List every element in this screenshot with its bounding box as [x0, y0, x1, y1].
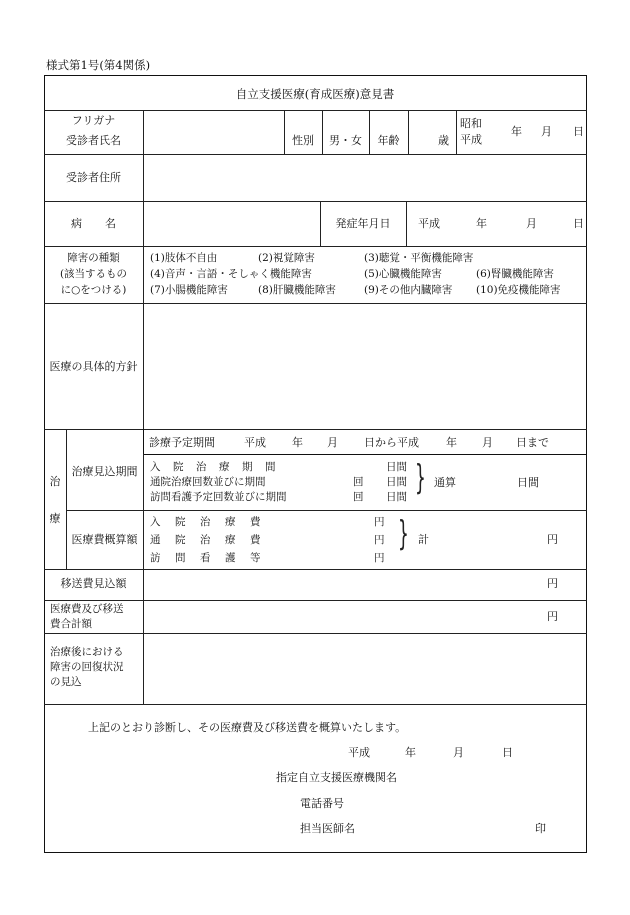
disability-option[interactable]: (5)心臓機能障害: [364, 268, 442, 280]
disability-option[interactable]: (8)肝臓機能障害: [258, 284, 336, 296]
recovery-label-line: の見込: [50, 676, 82, 688]
doctor-label: 担当医師名: [300, 822, 355, 835]
recovery-label-line: 障害の回復状況: [50, 661, 124, 673]
outlook-total-unit: 日間: [517, 476, 539, 489]
disability-option[interactable]: (1)肢体不自由: [150, 252, 218, 264]
onset-era: 平成: [418, 217, 440, 230]
cost-unit: 円: [374, 552, 385, 564]
brace-icon: }: [415, 458, 426, 498]
outlook-line: 訪問看護予定回数並びに期間: [150, 491, 287, 503]
period-era: 平成: [244, 436, 266, 449]
outlook-line: 通院治療回数並びに期間: [150, 476, 266, 488]
outlook-unit: 日間: [386, 476, 407, 488]
onset-year: 年: [476, 217, 487, 230]
onset-label: 発症年月日: [335, 217, 391, 230]
disability-option[interactable]: (7)小腸機能障害: [150, 284, 228, 296]
age-label: 年齢: [377, 134, 400, 147]
footer-day: 日: [502, 746, 513, 759]
transport-label: 移送費見込額: [60, 577, 127, 590]
footer-year: 年: [405, 746, 416, 759]
birth-day-label: 日: [573, 125, 584, 138]
sex-label: 性別: [292, 134, 314, 147]
outlook-label: 治療見込期間: [71, 465, 138, 478]
disability-option[interactable]: (10)免疫機能障害: [476, 284, 561, 296]
outlook-total-label: 通算: [434, 476, 456, 489]
disability-option[interactable]: (2)視覚障害: [258, 252, 315, 264]
period-year-to: 年: [446, 436, 457, 449]
transport-unit: 円: [547, 577, 558, 590]
total-unit: 円: [547, 610, 558, 623]
birth-month-label: 月: [541, 125, 552, 138]
form-title: 自立支援医療(育成医療)意見書: [235, 87, 395, 101]
phone-label: 電話番号: [300, 797, 344, 810]
era-heisei: 平成: [460, 133, 482, 146]
period-label: 診療予定期間: [149, 436, 215, 449]
policy-field[interactable]: [144, 304, 586, 428]
cost-total-label: 計: [418, 533, 429, 546]
outlook-count-unit: 回: [353, 476, 364, 488]
cost-label: 医療費概算額: [71, 533, 138, 546]
address-label: 受診者住所: [66, 171, 121, 184]
disease-label-2: 名: [105, 217, 116, 230]
form-label: 様式第1号(第4関係): [46, 58, 151, 72]
disease-name-field[interactable]: [144, 202, 319, 245]
period-day-to: 日まで: [516, 436, 549, 449]
cost-total-unit: 円: [547, 533, 558, 546]
footer-statement: 上記のとおり診断し、その医療費及び移送費を概算いたします。: [88, 721, 407, 734]
furigana-label: フリガナ: [71, 114, 116, 127]
period-month-to: 月: [482, 436, 493, 449]
patient-name-field[interactable]: [144, 111, 283, 153]
seal-label: 印: [535, 822, 546, 835]
total-label-line: 費合計額: [50, 618, 92, 630]
period-month-from: 月: [327, 436, 338, 449]
footer-era: 平成: [348, 746, 370, 759]
footer-month: 月: [453, 746, 464, 759]
outlook-count-unit: 回: [353, 491, 364, 503]
outlook-unit: 日間: [386, 461, 407, 473]
treatment-label-1: 治: [49, 475, 61, 488]
onset-day: 日: [573, 217, 584, 230]
policy-label: 医療の具体的方針: [49, 360, 138, 373]
disease-label-1: 病: [71, 217, 82, 230]
disability-label-line: に○をつける): [60, 284, 127, 296]
cost-line: 入 院 治 療 費: [150, 516, 263, 528]
disability-option[interactable]: (9)その他内臓障害: [364, 284, 453, 296]
period-year-from: 年: [292, 436, 303, 449]
cost-line: 通 院 治 療 費: [150, 534, 263, 546]
outlook-line: 入 院 治 療 期 間: [150, 461, 277, 473]
period-day-from: 日から平成: [364, 436, 419, 449]
disability-option[interactable]: (3)聴覚・平衡機能障害: [364, 252, 474, 264]
total-label-line: 医療費及び移送: [50, 603, 124, 615]
cost-unit: 円: [374, 516, 385, 528]
disability-option[interactable]: (6)腎臓機能障害: [476, 268, 554, 280]
cost-line: 訪 問 看 護 等: [150, 552, 263, 564]
patient-name-label: 受診者氏名: [66, 134, 121, 147]
era-showa: 昭和: [460, 117, 482, 130]
disability-label-line: 障害の種類: [67, 252, 120, 264]
recovery-label-line: 治療後における: [50, 646, 124, 658]
onset-month: 月: [526, 217, 537, 230]
address-field[interactable]: [144, 155, 586, 200]
cost-unit: 円: [374, 534, 385, 546]
disability-label-line: (該当するもの: [59, 268, 128, 280]
birth-year-label: 年: [511, 125, 522, 138]
outlook-unit: 日間: [386, 491, 407, 503]
treatment-label-2: 療: [49, 512, 61, 525]
institution-label: 指定自立支援医療機関名: [276, 771, 397, 784]
age-unit: 歳: [438, 134, 449, 147]
disability-option[interactable]: (4)音声・言語・そしゃく機能障害: [150, 268, 312, 280]
sex-options[interactable]: 男・女: [329, 134, 362, 147]
brace-icon: }: [398, 514, 409, 554]
recovery-field[interactable]: [144, 634, 586, 703]
